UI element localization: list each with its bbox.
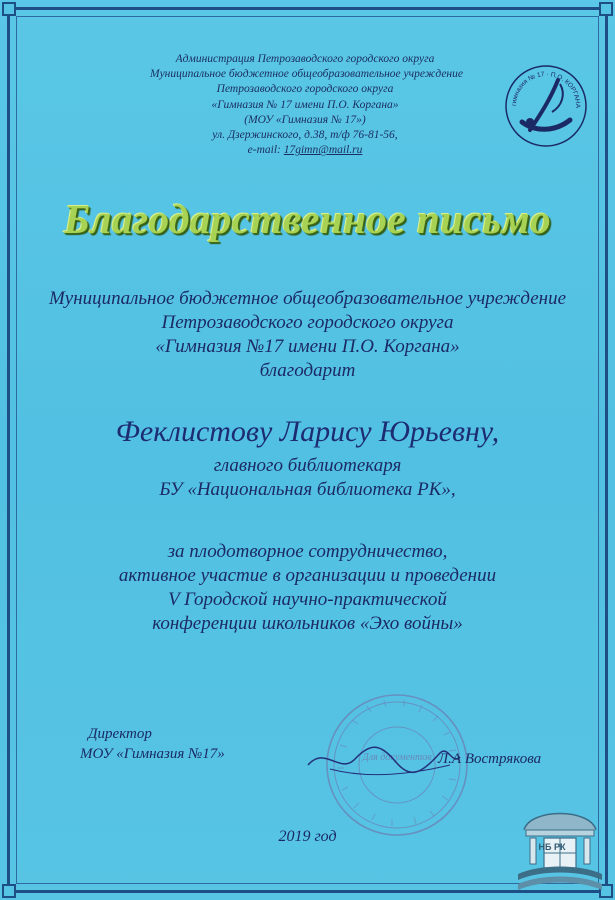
header-line: ул. Дзержинского, д.38, т/ф 76-81-56, xyxy=(212,129,398,142)
header-line: (МОУ «Гимназия № 17») xyxy=(244,113,366,126)
thanks-reason xyxy=(30,540,585,636)
signatory-name: Л.А Вострякова xyxy=(438,751,542,767)
role-line: Директор xyxy=(88,726,152,742)
intro-line: Петрозаводского городского округа xyxy=(161,312,454,333)
signatory-role xyxy=(80,724,225,764)
issue-year: 2019 год xyxy=(278,828,337,845)
national-library-logo-icon xyxy=(510,790,610,895)
position-line: БУ «Национальная библиотека РК», xyxy=(159,479,456,500)
frame-corner xyxy=(2,884,16,898)
frame-corner xyxy=(2,2,16,16)
stamp-text: Для документов xyxy=(362,752,432,763)
email-link[interactable]: 17gimn@mail.ru xyxy=(283,144,363,157)
reason-line: активное участие в организации и проведении xyxy=(118,565,497,586)
emblem-text: гимназия № 17 · П.О. КОРГАНА xyxy=(510,70,582,109)
recipient-position xyxy=(30,454,585,502)
recipient-name: Феклистову Ларису Юрьевну, xyxy=(115,415,500,448)
header-line: Администрация Петрозаводского городского округа xyxy=(175,53,435,65)
position-line: главного библиотекаря xyxy=(213,455,402,476)
email-label: e-mail: xyxy=(247,144,284,157)
thanks-intro xyxy=(30,287,585,383)
intro-line: Муниципальное бюджетное общеобразовательное учреждение xyxy=(48,288,567,309)
gymnasium-emblem-icon xyxy=(500,60,592,152)
reason-line: V Городской научно-практической xyxy=(168,589,447,610)
header-line: Петрозаводского городского округа xyxy=(216,83,394,96)
intro-line: благодарит xyxy=(259,360,356,381)
header-line: «Гимназия № 17 имени П.О. Коргана» xyxy=(211,98,399,111)
document-title: Благодарственное письмо xyxy=(63,196,552,242)
issuer-header xyxy=(150,52,463,158)
role-line: МОУ «Гимназия №17» xyxy=(80,746,225,762)
logo-text: НБ РК xyxy=(538,842,566,852)
intro-line: «Гимназия №17 имени П.О. Коргана» xyxy=(155,336,460,357)
reason-line: за плодотворное сотрудничество, xyxy=(167,541,448,562)
frame-corner xyxy=(599,2,613,16)
header-line: Муниципальное бюджетное общеобразовательное учреждение xyxy=(150,68,463,81)
reason-line: конференции школьников «Эхо войны» xyxy=(152,613,463,634)
header-email-line xyxy=(150,143,460,158)
